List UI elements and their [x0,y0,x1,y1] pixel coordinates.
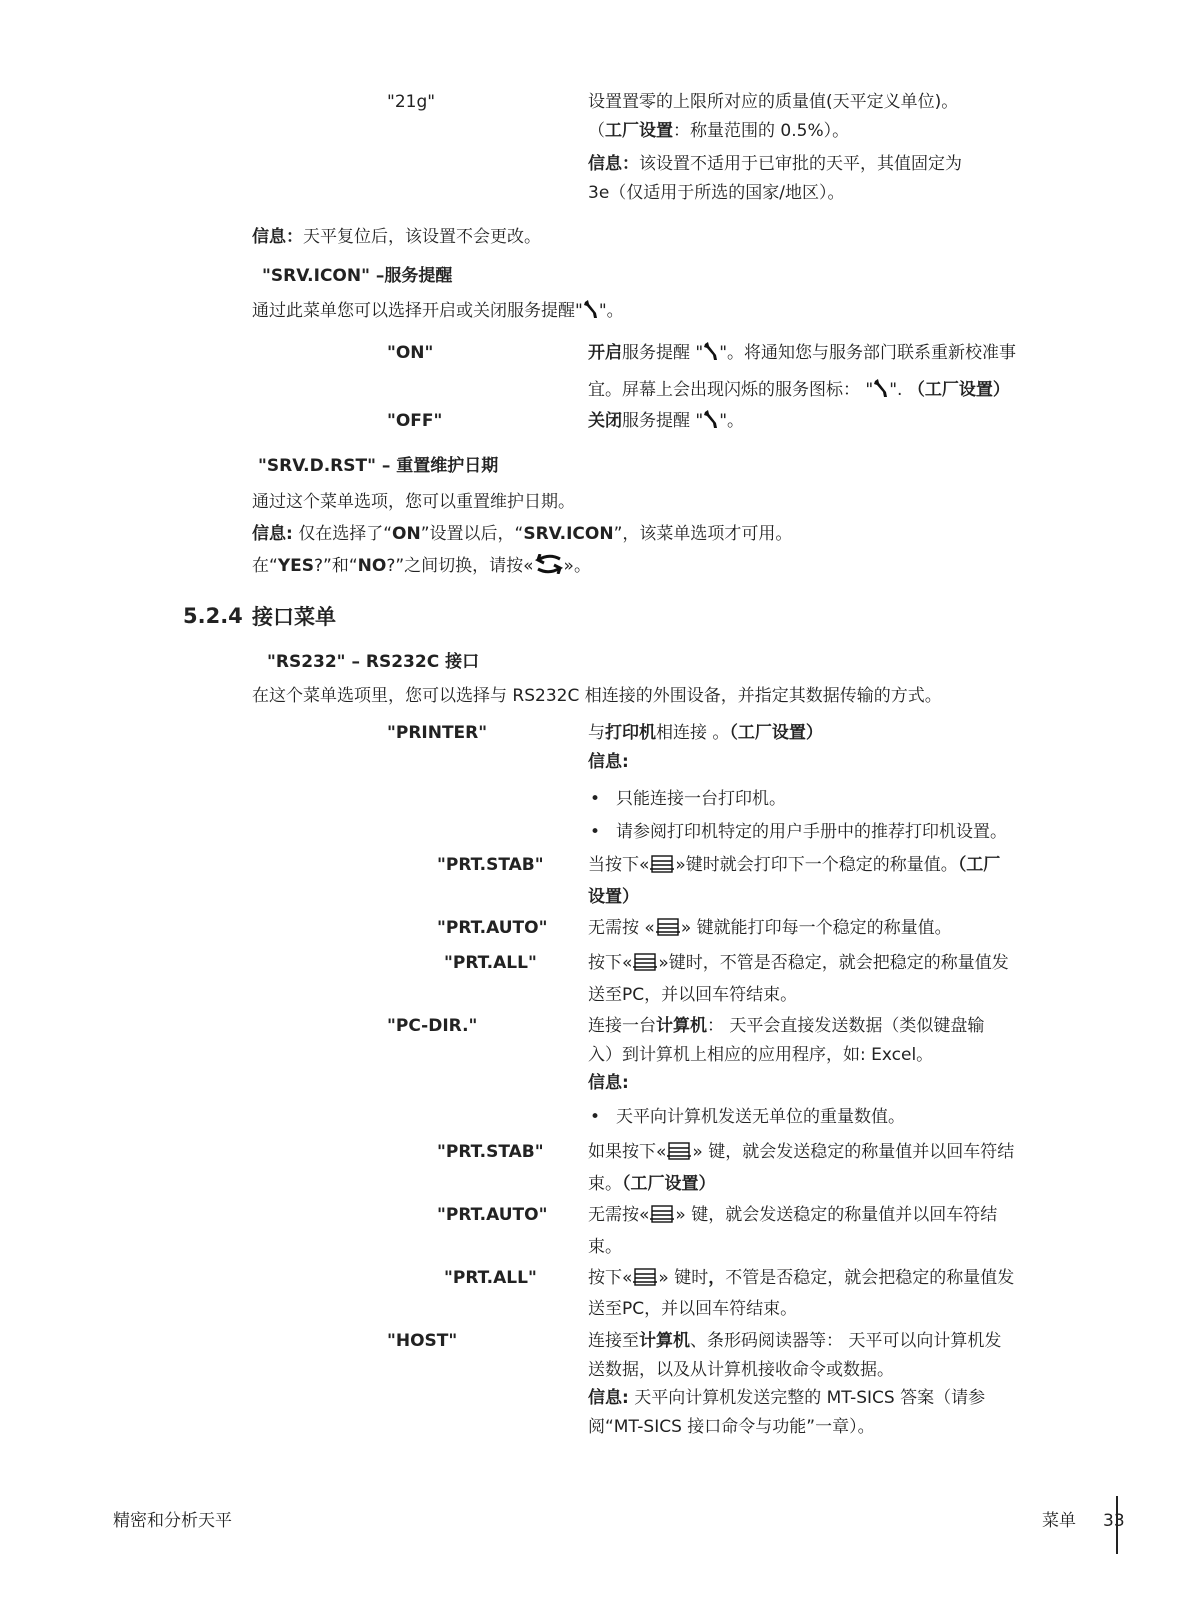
option-description [588,851,1000,912]
text: "。将通知您与服务部门联系重新校准事 [719,343,1017,363]
text-line [387,1327,457,1356]
bold-text: "PRT.STAB" [437,1142,544,1162]
option-label [444,1264,537,1293]
page-number: 33 [1103,1511,1125,1531]
paragraph [252,682,942,711]
text-line [387,407,442,436]
text: »。 [563,556,591,576]
bold-text: "SRV.D.RST" – 重置维护日期 [258,456,499,476]
bold-text: "ON" [387,343,434,363]
option-label [437,1138,544,1167]
toggle-arrow-icon [534,553,564,585]
text-line [437,914,547,943]
text: » 键，就会发送稳定的称量值并以回车符结 [692,1142,1015,1162]
text: 如果按下« [588,1142,667,1162]
text: "。 [719,411,745,431]
text: 3e（仅适用于所选的国家/地区）。 [588,183,845,203]
bold-text: NO [357,556,387,576]
option-label [437,914,547,943]
bold-text: （工厂设置） [729,723,823,743]
text-line [252,682,942,711]
print-key-icon [655,917,681,946]
text: 通过这个菜单选项，您可以重置维护日期。 [252,492,575,512]
text-line [588,1012,984,1041]
bold-text: "HOST" [387,1331,458,1351]
text-line [588,1384,1001,1413]
bold-text: "RS232" – RS232C 接口 [267,652,480,672]
text-line [252,297,624,329]
bold-text: ， [708,1268,726,1288]
bold-text: "PRT.ALL" [444,1268,537,1288]
bold-text: （工厂 [957,855,1001,875]
footer-doc-title: 精密和分析天平 [113,1511,232,1531]
option-description [588,88,958,146]
option-description [588,914,952,946]
subsection-heading [258,452,498,481]
bold-text: 开启 [588,343,622,363]
list-item [588,1103,905,1132]
bold-text: 工厂设置 [605,121,673,141]
text: 该设置不适用于已审批的天平，其值固定为 [639,154,962,174]
text-line [588,150,962,179]
option-description [588,1012,984,1098]
bold-text: "OFF" [387,411,443,431]
text-line [588,1233,997,1262]
text-line [588,88,958,117]
option-label [387,336,433,370]
option-description [588,949,1009,1010]
bold-text: "PRT.AUTO" [437,1205,548,1225]
text: 送至PC，并以回车符结束。 [588,1299,798,1319]
text: 天平向计算机发送完整的 MT-SICS 答案（请参 [628,1388,986,1409]
option-description [588,1201,997,1262]
bold-text: YES [277,556,314,576]
text: 按下« [588,1268,633,1288]
print-key-icon [649,1204,675,1233]
wrench-icon [703,339,719,373]
paragraph [252,486,792,585]
text: （ [588,121,605,141]
text-line [588,179,962,208]
text: 、条形码阅读器等： 天平可以向计算机发 [690,1331,1002,1351]
print-key-icon [632,1267,658,1295]
bold-text: 信息: [252,524,293,544]
wrench-icon [873,376,889,410]
text: » 键，就会发送稳定的称量值并以回车符结 [675,1205,998,1225]
text: »键时就会打印下一个稳定的称量值。 [675,855,958,875]
text: ”，该菜单选项才可用。 [613,524,793,544]
option-label [387,407,442,436]
text: ： 天平会直接发送数据（类似键盘输 [707,1016,985,1036]
text-line [588,883,1000,912]
text-line [387,336,433,370]
text-line [588,1201,997,1233]
text-line [588,851,1000,883]
text-line [588,1327,1001,1356]
option-label: "21g" [387,92,436,112]
bold-text: "PC-DIR." [387,1016,478,1036]
bold-text: （工厂设置） [622,1174,716,1194]
text-line [588,949,1009,981]
text-line [252,486,792,518]
text: 连接一台 [588,1016,656,1036]
bold-text: 计算机 [639,1331,690,1351]
text-line [444,1264,537,1293]
bold-text: 计算机 [656,1016,707,1036]
bold-text: 信息： [588,154,639,174]
text: » 键时 [658,1268,709,1288]
text: ?”和“ [313,556,358,576]
bullet-list [588,1103,905,1132]
text-line [588,336,1016,373]
text-line [588,1138,1014,1170]
text-line [588,1356,1001,1385]
text-line [387,1012,477,1041]
option-description [588,719,823,777]
text: 服务提醒 " [622,411,704,431]
text-line [588,1041,984,1070]
text: ". [889,380,908,400]
bold-text: "PRT.AUTO" [437,918,548,938]
text-line [387,719,487,748]
text-line [437,851,544,880]
bold-text: "PRINTER" [387,723,488,743]
paragraph [252,297,624,329]
footer-chapter: 菜单 [1042,1511,1076,1531]
bullet-list [588,783,1007,849]
text: 不管是否稳定，就会把稳定的称量值发 [725,1268,1015,1288]
bold-text: 信息: [588,1388,629,1409]
text-line [262,262,452,291]
text-line [588,1264,1014,1295]
text-line [588,981,1009,1010]
option-label [387,1327,457,1356]
text: 无需按« [588,1205,650,1225]
text: 宜。屏幕上会出现闪烁的服务图标： " [588,380,874,400]
text: 按下« [588,953,633,973]
text: 连接至 [588,1331,639,1351]
text: »键时，不管是否稳定，就会把稳定的称量值发 [658,953,1009,973]
text-line [588,1170,1014,1199]
bold-text: SRV.ICON [523,524,614,544]
text-line [588,748,823,777]
bold-text: "PRT.STAB" [437,855,544,875]
text: » 键就能打印每一个稳定的称量值。 [680,918,952,938]
info-note [252,223,541,252]
print-key-icon [632,952,658,981]
text: 在“ [252,556,278,576]
text: 仅在选择了“ [292,524,393,544]
section-number: 5.2.4 [183,604,243,628]
text-line [588,1413,1001,1442]
text: 服务提醒 " [622,343,704,363]
text: 相连接 。 [656,723,730,743]
text: ”设置以后，“ [420,524,524,544]
text: 在这个菜单选项里，您可以选择与 RS232C 相连接的外围设备，并指定其数据传输的方式。 [252,686,942,706]
subsection-heading [262,262,452,291]
text: 无需按 « [588,918,655,938]
option-label [437,1201,547,1230]
text: 天平复位后，该设置不会更改。 [303,227,541,247]
bold-text: "SRV.ICON" –服务提醒 [262,266,453,286]
text-line [444,949,537,978]
option-description [588,1138,1014,1199]
text: 请参阅打印机特定的用户手册中的推荐打印机设置。 [616,822,1007,842]
text-line [588,407,744,439]
option-label [387,719,487,748]
text-line [588,1069,984,1098]
option-description [588,1264,1014,1323]
bold-text: 信息： [252,227,303,247]
text: ?”之间切换，请按« [386,556,534,576]
wrench-icon [583,299,599,329]
text: 阅“MT-SICS 接口命令与功能”一章）。 [588,1417,875,1438]
option-label [387,1012,477,1041]
bold-text: ON [392,524,421,544]
text: 只能连接一台打印机。 [616,789,786,809]
text: 束。 [588,1174,622,1194]
print-key-icon [666,1141,692,1170]
bold-text: "PRT.ALL" [444,953,537,973]
text-line [588,914,952,946]
text-line [252,223,541,252]
option-label [437,851,544,880]
text: 入）到计算机上相应的应用程序，如: Excel。 [588,1044,934,1065]
text: 通过此菜单您可以选择开启或关闭服务提醒" [252,301,583,321]
wrench-icon [703,409,719,439]
bold-text: 信息: [588,752,629,772]
list-item [588,783,1007,816]
print-key-icon [649,854,675,883]
text-line [588,117,958,146]
text: 与 [588,723,605,743]
info-note [588,150,962,208]
text-line [437,1201,547,1230]
option-description [588,407,744,439]
text-line [588,719,823,748]
option-description [588,336,1016,410]
text: "。 [598,301,624,321]
text-line [258,452,498,481]
section-title: 接口菜单 [252,605,336,629]
text-line [252,518,792,550]
text-line [252,550,792,585]
bold-text: 设置） [588,887,639,907]
text-line [588,373,1016,410]
bold-text: 信息: [588,1073,629,1093]
list-item [588,816,1007,849]
text: 束。 [588,1237,622,1257]
text: 送至PC，并以回车符结束。 [588,985,798,1005]
text: 设置置零的上限所对应的质量值(天平定义单位)。 [588,92,959,112]
subsection-heading [267,648,479,677]
option-description [588,1327,1001,1442]
text: 当按下« [588,855,650,875]
text: ：称量范围的 0.5%）。 [673,121,850,141]
text: 天平向计算机发送无单位的重量数值。 [616,1107,905,1127]
text-line [437,1138,544,1167]
text-line [588,1295,1014,1323]
bold-text: （工厂设置） [907,380,1010,400]
bold-text: 关闭 [588,411,622,431]
bold-text: 打印机 [605,723,656,743]
option-label [444,949,537,978]
text-line [267,648,479,677]
text: 送数据，以及从计算机接收命令或数据。 [588,1359,894,1380]
